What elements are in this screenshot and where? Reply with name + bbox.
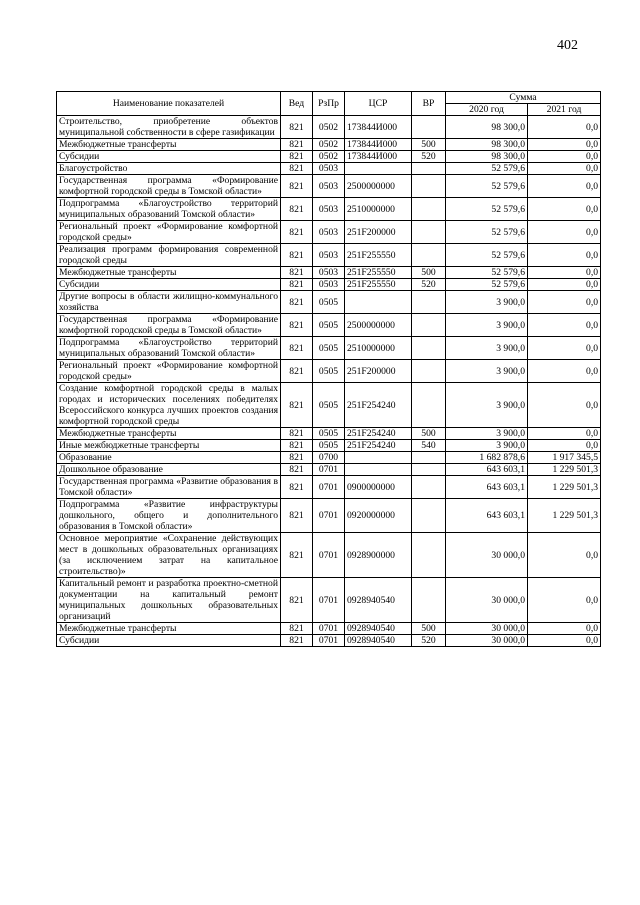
cell-ved: 821 <box>281 578 313 623</box>
cell-rzpr: 0701 <box>313 476 345 499</box>
cell-name: Субсидии <box>57 635 281 647</box>
cell-rzpr: 0701 <box>313 533 345 578</box>
cell-csr <box>345 163 412 175</box>
cell-csr: 2500000000 <box>345 314 412 337</box>
cell-name: Подпрограмма «Развитие инфраструктуры дошкольного, общего и дополнительного образования в Томской области» <box>57 499 281 533</box>
cell-vr: 520 <box>412 279 446 291</box>
cell-name: Другие вопросы в области жилищно-коммунального хозяйства <box>57 291 281 314</box>
cell-csr: 0928940540 <box>345 623 412 635</box>
cell-csr: 251F255550 <box>345 279 412 291</box>
cell-rzpr: 0700 <box>313 452 345 464</box>
cell-vr <box>412 464 446 476</box>
table-row <box>57 198 601 221</box>
cell-name: Основное мероприятие «Сохранение действующих мест в дошкольных образовательных организациях (за исключением затрат на капитальное строительство)» <box>57 533 281 578</box>
cell-2020: 3 900,0 <box>446 291 528 314</box>
cell-csr: 173844И000 <box>345 139 412 151</box>
cell-name: Межбюджетные трансферты <box>57 623 281 635</box>
cell-2020: 98 300,0 <box>446 151 528 163</box>
table-row <box>57 139 601 151</box>
cell-2021: 0,0 <box>528 428 601 440</box>
cell-2021: 0,0 <box>528 337 601 360</box>
cell-2020: 98 300,0 <box>446 139 528 151</box>
cell-2021: 0,0 <box>528 139 601 151</box>
cell-name: Дошкольное образование <box>57 464 281 476</box>
table-row <box>57 383 601 428</box>
table-row <box>57 476 601 499</box>
cell-rzpr: 0505 <box>313 440 345 452</box>
cell-2021: 0,0 <box>528 383 601 428</box>
cell-2021: 0,0 <box>528 279 601 291</box>
cell-rzpr: 0503 <box>313 279 345 291</box>
cell-vr <box>412 175 446 198</box>
cell-rzpr: 0503 <box>313 163 345 175</box>
cell-vr <box>412 116 446 139</box>
cell-2021: 0,0 <box>528 360 601 383</box>
cell-csr: 173844И000 <box>345 151 412 163</box>
cell-csr: 173844И000 <box>345 116 412 139</box>
cell-vr <box>412 314 446 337</box>
cell-ved: 821 <box>281 139 313 151</box>
header-2021: 2021 год <box>528 104 601 116</box>
cell-name: Благоустройство <box>57 163 281 175</box>
page-number: 402 <box>557 38 578 53</box>
cell-2021: 0,0 <box>528 291 601 314</box>
cell-2021: 0,0 <box>528 533 601 578</box>
cell-2020: 30 000,0 <box>446 533 528 578</box>
cell-name: Региональный проект «Формирование комфортной городской среды» <box>57 360 281 383</box>
cell-2021: 0,0 <box>528 440 601 452</box>
cell-rzpr: 0503 <box>313 221 345 244</box>
cell-rzpr: 0502 <box>313 151 345 163</box>
table-row <box>57 337 601 360</box>
cell-2020: 30 000,0 <box>446 635 528 647</box>
cell-2020: 52 579,6 <box>446 267 528 279</box>
cell-2020: 3 900,0 <box>446 428 528 440</box>
table-row <box>57 279 601 291</box>
cell-ved: 821 <box>281 279 313 291</box>
cell-vr <box>412 198 446 221</box>
cell-2020: 52 579,6 <box>446 198 528 221</box>
cell-ved: 821 <box>281 635 313 647</box>
cell-csr <box>345 291 412 314</box>
cell-ved: 821 <box>281 221 313 244</box>
cell-ved: 821 <box>281 151 313 163</box>
cell-name: Субсидии <box>57 151 281 163</box>
cell-2020: 3 900,0 <box>446 337 528 360</box>
cell-ved: 821 <box>281 383 313 428</box>
cell-name: Реализация программ формирования современной городской среды <box>57 244 281 267</box>
cell-2021: 0,0 <box>528 221 601 244</box>
cell-rzpr: 0502 <box>313 116 345 139</box>
cell-name: Капитальный ремонт и разработка проектно-сметной документации на капитальный ремонт муниципальных дошкольных образовательных организаций <box>57 578 281 623</box>
cell-2021: 0,0 <box>528 635 601 647</box>
cell-2020: 52 579,6 <box>446 279 528 291</box>
cell-vr: 520 <box>412 151 446 163</box>
cell-ved: 821 <box>281 314 313 337</box>
table-header <box>57 92 601 116</box>
cell-rzpr: 0701 <box>313 623 345 635</box>
cell-2021: 0,0 <box>528 163 601 175</box>
cell-vr <box>412 337 446 360</box>
cell-name: Иные межбюджетные трансферты <box>57 440 281 452</box>
header-csr: ЦСР <box>345 92 412 116</box>
cell-2020: 643 603,1 <box>446 476 528 499</box>
cell-vr: 500 <box>412 267 446 279</box>
cell-csr: 251F200000 <box>345 360 412 383</box>
cell-csr: 2510000000 <box>345 198 412 221</box>
cell-name: Образование <box>57 452 281 464</box>
cell-ved: 821 <box>281 116 313 139</box>
cell-rzpr: 0701 <box>313 635 345 647</box>
cell-2021: 0,0 <box>528 151 601 163</box>
cell-2021: 0,0 <box>528 267 601 279</box>
cell-2020: 3 900,0 <box>446 383 528 428</box>
cell-ved: 821 <box>281 428 313 440</box>
cell-vr: 520 <box>412 635 446 647</box>
cell-name: Строительство, приобретение объектов муниципальной собственности в сфере газификации <box>57 116 281 139</box>
cell-2021: 0,0 <box>528 314 601 337</box>
table-row <box>57 291 601 314</box>
cell-ved: 821 <box>281 198 313 221</box>
cell-2020: 52 579,6 <box>446 163 528 175</box>
table-row <box>57 175 601 198</box>
cell-2021: 1 229 501,3 <box>528 476 601 499</box>
cell-rzpr: 0701 <box>313 499 345 533</box>
cell-ved: 821 <box>281 533 313 578</box>
table-row <box>57 360 601 383</box>
table-row <box>57 163 601 175</box>
cell-vr <box>412 578 446 623</box>
cell-ved: 821 <box>281 337 313 360</box>
cell-csr <box>345 452 412 464</box>
cell-2021: 1 917 345,5 <box>528 452 601 464</box>
cell-csr: 251F255550 <box>345 244 412 267</box>
cell-csr <box>345 464 412 476</box>
cell-ved: 821 <box>281 499 313 533</box>
cell-vr <box>412 383 446 428</box>
cell-csr: 0928940540 <box>345 635 412 647</box>
cell-vr <box>412 291 446 314</box>
header-sum: Сумма <box>446 92 601 104</box>
table-row <box>57 464 601 476</box>
cell-name: Региональный проект «Формирование комфортной городской среды» <box>57 221 281 244</box>
cell-rzpr: 0503 <box>313 198 345 221</box>
cell-2021: 0,0 <box>528 623 601 635</box>
cell-csr: 0928940540 <box>345 578 412 623</box>
cell-vr: 500 <box>412 428 446 440</box>
cell-vr: 500 <box>412 623 446 635</box>
cell-name: Государственная программа «Формирование комфортной городской среды в Томской области» <box>57 314 281 337</box>
table-row <box>57 623 601 635</box>
cell-vr <box>412 533 446 578</box>
cell-csr: 251F254240 <box>345 428 412 440</box>
cell-rzpr: 0503 <box>313 244 345 267</box>
table-row <box>57 533 601 578</box>
cell-ved: 821 <box>281 244 313 267</box>
header-rzpr: РзПр <box>313 92 345 116</box>
cell-2020: 3 900,0 <box>446 360 528 383</box>
cell-rzpr: 0505 <box>313 360 345 383</box>
cell-rzpr: 0505 <box>313 428 345 440</box>
cell-vr <box>412 244 446 267</box>
cell-vr: 540 <box>412 440 446 452</box>
table-row <box>57 151 601 163</box>
cell-rzpr: 0505 <box>313 383 345 428</box>
cell-ved: 821 <box>281 623 313 635</box>
cell-vr: 500 <box>412 139 446 151</box>
cell-name: Субсидии <box>57 279 281 291</box>
cell-csr: 251F254240 <box>345 440 412 452</box>
cell-2020: 52 579,6 <box>446 244 528 267</box>
cell-ved: 821 <box>281 464 313 476</box>
cell-2020: 30 000,0 <box>446 578 528 623</box>
cell-2020: 3 900,0 <box>446 440 528 452</box>
table-row <box>57 116 601 139</box>
cell-2021: 0,0 <box>528 578 601 623</box>
cell-rzpr: 0505 <box>313 314 345 337</box>
cell-2021: 1 229 501,3 <box>528 464 601 476</box>
table-row <box>57 440 601 452</box>
cell-2021: 0,0 <box>528 175 601 198</box>
cell-2020: 52 579,6 <box>446 175 528 198</box>
cell-ved: 821 <box>281 440 313 452</box>
cell-2020: 643 603,1 <box>446 464 528 476</box>
table-row <box>57 267 601 279</box>
cell-csr: 2500000000 <box>345 175 412 198</box>
cell-vr <box>412 221 446 244</box>
header-2020: 2020 год <box>446 104 528 116</box>
cell-name: Государственная программа «Развитие образования в Томской области» <box>57 476 281 499</box>
cell-ved: 821 <box>281 267 313 279</box>
cell-csr: 0928900000 <box>345 533 412 578</box>
cell-csr: 251F254240 <box>345 383 412 428</box>
cell-rzpr: 0505 <box>313 291 345 314</box>
cell-2020: 98 300,0 <box>446 116 528 139</box>
cell-name: Межбюджетные трансферты <box>57 428 281 440</box>
cell-csr: 251F200000 <box>345 221 412 244</box>
table-row <box>57 221 601 244</box>
table-body <box>57 116 601 647</box>
cell-name: Подпрограмма «Благоустройство территорий муниципальных образований Томской области» <box>57 337 281 360</box>
cell-name: Межбюджетные трансферты <box>57 267 281 279</box>
table-row <box>57 499 601 533</box>
cell-csr: 0900000000 <box>345 476 412 499</box>
header-name: Наименование показателей <box>57 92 281 116</box>
cell-2021: 1 229 501,3 <box>528 499 601 533</box>
table-row <box>57 314 601 337</box>
cell-name: Подпрограмма «Благоустройство территорий муниципальных образований Томской области» <box>57 198 281 221</box>
table-row <box>57 244 601 267</box>
cell-ved: 821 <box>281 291 313 314</box>
cell-2021: 0,0 <box>528 198 601 221</box>
cell-name: Создание комфортной городской среды в малых городах и исторических поселениях победителях Всероссийского конкурса лучших проектов создания комфортной городской среды <box>57 383 281 428</box>
cell-vr <box>412 499 446 533</box>
cell-2020: 52 579,6 <box>446 221 528 244</box>
cell-ved: 821 <box>281 476 313 499</box>
cell-rzpr: 0505 <box>313 337 345 360</box>
cell-vr <box>412 452 446 464</box>
cell-2020: 3 900,0 <box>446 314 528 337</box>
table-row <box>57 428 601 440</box>
cell-2020: 30 000,0 <box>446 623 528 635</box>
cell-rzpr: 0701 <box>313 464 345 476</box>
cell-2020: 643 603,1 <box>446 499 528 533</box>
cell-rzpr: 0503 <box>313 175 345 198</box>
cell-ved: 821 <box>281 452 313 464</box>
cell-csr: 0920000000 <box>345 499 412 533</box>
cell-ved: 821 <box>281 163 313 175</box>
cell-vr <box>412 163 446 175</box>
cell-vr <box>412 360 446 383</box>
cell-rzpr: 0502 <box>313 139 345 151</box>
table-row <box>57 578 601 623</box>
cell-2021: 0,0 <box>528 116 601 139</box>
table-row <box>57 635 601 647</box>
cell-name: Государственная программа «Формирование комфортной городской среды в Томской области» <box>57 175 281 198</box>
cell-csr: 2510000000 <box>345 337 412 360</box>
table-row <box>57 452 601 464</box>
cell-vr <box>412 476 446 499</box>
budget-table <box>56 91 601 647</box>
header-vr: ВР <box>412 92 446 116</box>
cell-2020: 1 682 878,6 <box>446 452 528 464</box>
cell-rzpr: 0701 <box>313 578 345 623</box>
cell-name: Межбюджетные трансферты <box>57 139 281 151</box>
header-ved: Вед <box>281 92 313 116</box>
cell-rzpr: 0503 <box>313 267 345 279</box>
cell-2021: 0,0 <box>528 244 601 267</box>
cell-ved: 821 <box>281 360 313 383</box>
cell-ved: 821 <box>281 175 313 198</box>
cell-csr: 251F255550 <box>345 267 412 279</box>
